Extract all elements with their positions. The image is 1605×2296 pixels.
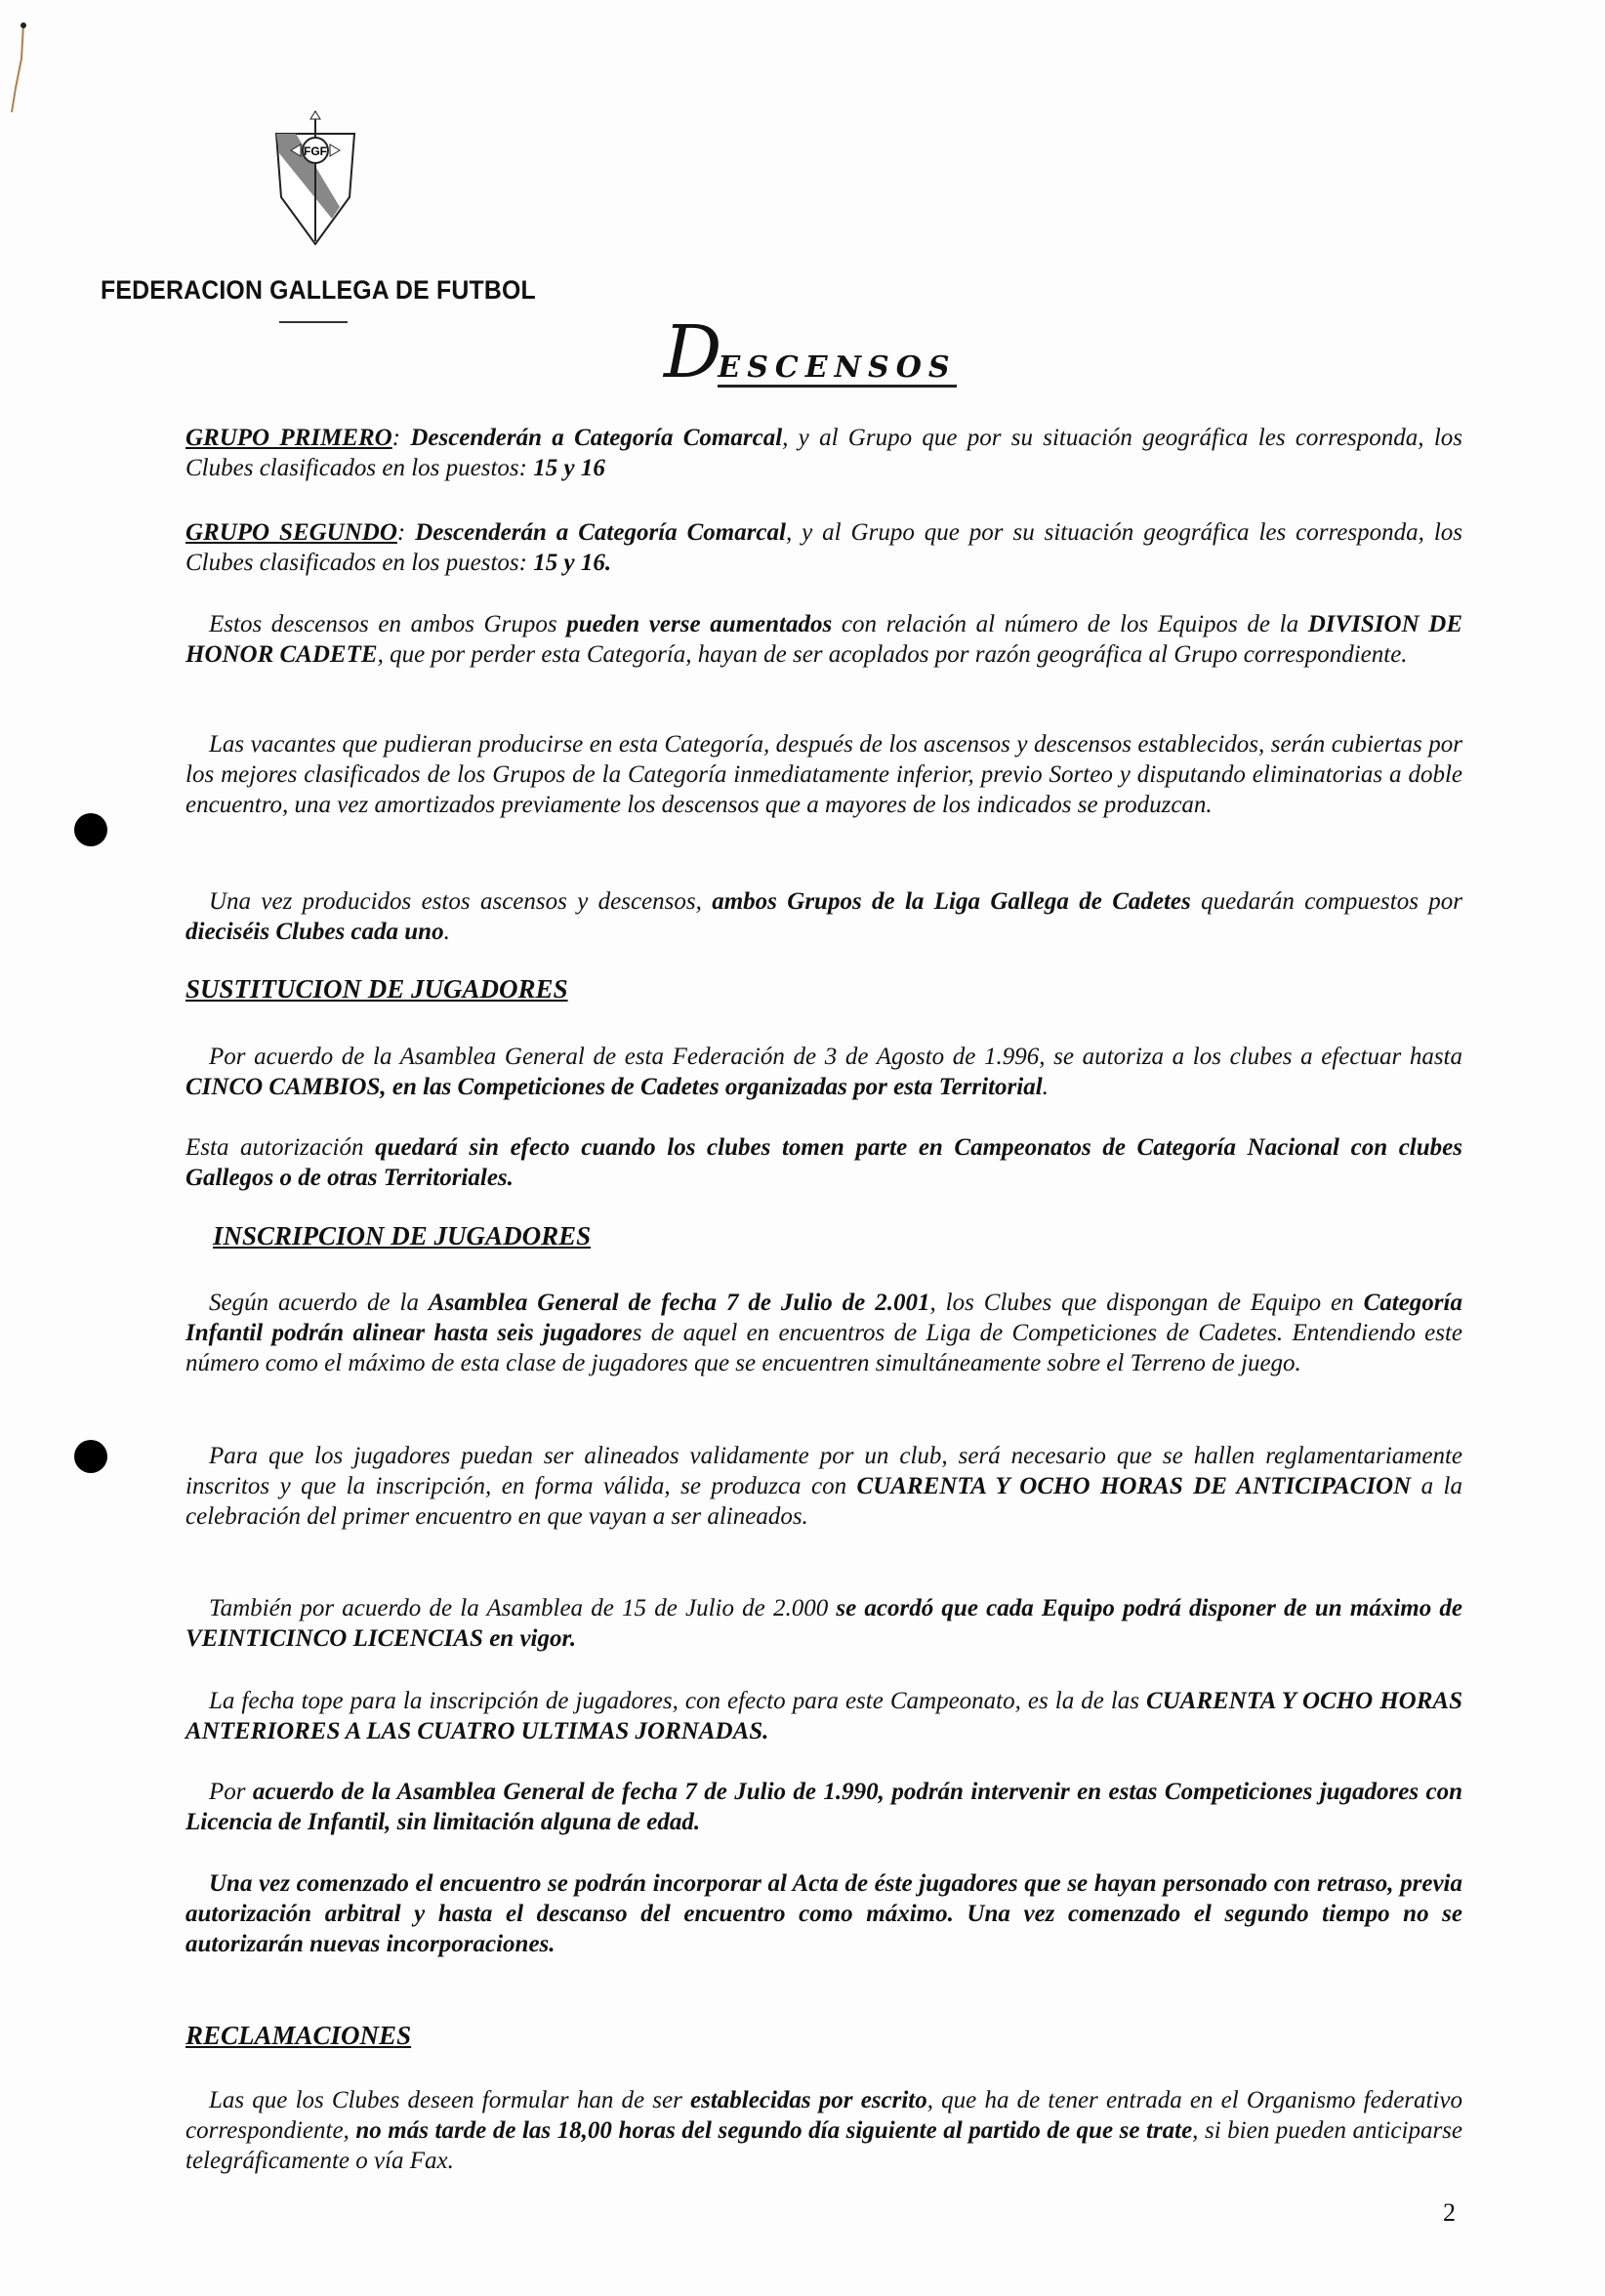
bold-text-run: Una vez comenzado el encuentro se podrán incorporar al Acta de éste jugadores que se hayan personado con retraso, previa autorización arbitral y hasta el descanso del encuentro como máximo. Una vez comenzado el segundo tiempo no se autorizarán nuevas incorporaciones. — [185, 1870, 1462, 1957]
bold-text-run: CUARENTA Y OCHO HORAS DE ANTICIPACION — [856, 1473, 1412, 1499]
text-run: , si bien pueden anticiparse telegráficamente o vía Fax. — [185, 2117, 1462, 2174]
bold-text-run: CUARENTA Y OCHO HORAS ANTERIORES A LAS CUATRO ULTIMAS JORNADAS. — [185, 1688, 1462, 1744]
text-run: Por — [209, 1779, 253, 1805]
bold-text-run: ambos Grupos de la Liga Gallega de Cadetes — [712, 888, 1191, 915]
punch-hole — [74, 1440, 107, 1473]
text-run: con relación al número de los Equipos de la — [832, 611, 1308, 637]
heading-inscripcion: INSCRIPCION DE JUGADORES — [213, 1221, 592, 1250]
text-run: Esta autorización — [185, 1134, 376, 1161]
federation-shield-logo — [271, 109, 359, 246]
text-run: Según acuerdo de la — [209, 1290, 429, 1316]
bold-text-run: Categoría Infantil podrán alinear hasta seis jugadore — [185, 1290, 1462, 1346]
bold-text-run: no más tarde de las 18,00 horas del segundo día siguiente al partido de que se trate — [355, 2117, 1193, 2144]
bold-text-run: Descenderán a Categoría Comarcal — [410, 425, 783, 451]
bold-text-run: dieciséis Clubes cada uno — [185, 919, 444, 945]
heading-reclamaciones: RECLAMACIONES — [185, 2021, 412, 2050]
text-run: s de aquel en encuentros de Liga de Competiciones de Cadetes. Entendiendo este número como el máximo de esta clase de jugadores que se encuentren simultáneamente sobre el Terreno de juego. — [185, 1320, 1462, 1376]
page-number: 2 — [1443, 2198, 1456, 2227]
bold-text-run: CINCO CAMBIOS, en las Competiciones de Cadetes organizadas por esta Territorial — [185, 1074, 1043, 1100]
bold-text-run: pueden verse aumentados — [566, 611, 833, 637]
bold-text-run: 15 y 16. — [533, 550, 612, 576]
text-run: , y al Grupo que por su situación geográfica les corresponda, los Clubes clasificados en los puestos: — [185, 519, 1462, 576]
paragraph-composicion — [185, 886, 1462, 947]
margin-stain — [8, 20, 29, 117]
bold-text-run: establecidas por escrito — [690, 2087, 927, 2113]
heading-sustitucion: SUSTITUCION DE JUGADORES — [185, 974, 568, 1004]
text-run: : — [396, 519, 416, 546]
text-run: Por acuerdo de la Asamblea General de esta Federación de 3 de Agosto de 1.996, se autoriza a los clubes a efectuar hasta — [209, 1044, 1462, 1070]
punch-hole — [74, 813, 107, 846]
paragraph-cinco-cambios — [185, 1042, 1462, 1102]
bold-text-run: 15 y 16 — [533, 455, 605, 481]
paragraph-incorporaciones — [185, 1868, 1462, 1959]
paragraph-fecha-tope — [185, 1686, 1462, 1746]
paragraph-inscripcion-plazo — [185, 1441, 1462, 1532]
bold-text-run: se acordó que cada Equipo podrá disponer de un máximo de VEINTICINCO LICENCIAS en vigor. — [185, 1595, 1462, 1652]
page-title — [664, 310, 957, 394]
bold-text-run: DIVISION DE HONOR CADETE — [185, 611, 1462, 668]
paragraph-reclamaciones — [185, 2085, 1462, 2176]
bold-text-run: quedará sin efecto cuando los clubes tomen parte en Campeonatos de Categoría Nacional con clubes Gallegos o de otras Territoriales. — [185, 1134, 1462, 1191]
paragraph-licencias — [185, 1593, 1462, 1654]
text-run: La fecha tope para la inscripción de jugadores, con efecto para este Campeonato, es la de las — [209, 1688, 1147, 1714]
bold-text-run: GRUPO PRIMERO — [185, 425, 392, 451]
text-run: , los Clubes que dispongan de Equipo en — [929, 1290, 1364, 1316]
text-run: Las vacantes que pudieran producirse en esta Categoría, después de los ascensos y descensos establecidos, serán cubiertas por los mejores clasificados de los Grupos de la Categoría inmediatamente inferior, previo Sorteo y disputando eliminatorias a doble encuentro, una vez amortizados previamente los descensos que a mayores de los indicados se produzcan. — [185, 731, 1462, 818]
paragraph-vacantes — [185, 729, 1462, 820]
text-run: Las que los Clubes deseen formular han de ser — [209, 2087, 691, 2113]
text-run: quedarán compuestos por — [1190, 888, 1463, 915]
text-run: . — [1042, 1074, 1049, 1100]
text-run: : — [391, 425, 411, 451]
title-rest: ESCENSOS — [718, 350, 956, 388]
paragraph-categoria-infantil — [185, 1288, 1462, 1378]
paragraph-grupo-segundo — [185, 517, 1462, 578]
text-run: a la celebración del primer encuentro en que vayan a ser alineados. — [185, 1473, 1462, 1530]
paragraph-descensos-aumentados — [185, 609, 1462, 670]
divider — [279, 321, 348, 323]
paragraph-licencia-infantil — [185, 1777, 1462, 1837]
bold-text-run: Descenderán a Categoría Comarcal — [415, 519, 786, 546]
text-run: . — [443, 919, 450, 945]
text-run: , que por perder esta Categoría, hayan de ser acoplados por razón geográfica al Grupo correspondiente. — [377, 641, 1408, 668]
text-run: Para que los jugadores puedan ser alineados validamente por un club, será necesario que se hallen reglamentariamente inscritos y que la inscripción, en forma válida, se produzca con — [185, 1443, 1462, 1499]
bold-text-run: acuerdo de la Asamblea General de fecha 7 de Julio de 1.990, podrán intervenir en estas Competiciones jugadores con Licencia de Infantil, sin limitación alguna de edad. — [185, 1779, 1462, 1835]
text-run: Estos descensos en ambos Grupos — [209, 611, 567, 637]
paragraph-grupo-primero — [185, 423, 1462, 483]
svg-text:FGF: FGF — [304, 144, 327, 158]
text-run: Una vez producidos estos ascensos y descensos, — [209, 888, 713, 915]
title-initial: D — [664, 310, 722, 394]
text-run: , y al Grupo que por su situación geográfica les corresponda, los Clubes clasificados en los puestos: — [185, 425, 1462, 481]
paragraph-autorizacion — [185, 1132, 1462, 1193]
bold-text-run: Asamblea General de fecha 7 de Julio de 2.001 — [428, 1290, 930, 1316]
text-run: También por acuerdo de la Asamblea de 15 de Julio de 2.000 — [209, 1595, 837, 1621]
organization-name: FEDERACION GALLEGA DE FUTBOL — [101, 275, 536, 305]
bold-text-run: GRUPO SEGUNDO — [185, 519, 397, 546]
text-run: , que ha de tener entrada en el Organismo federativo correspondiente, — [185, 2087, 1463, 2144]
